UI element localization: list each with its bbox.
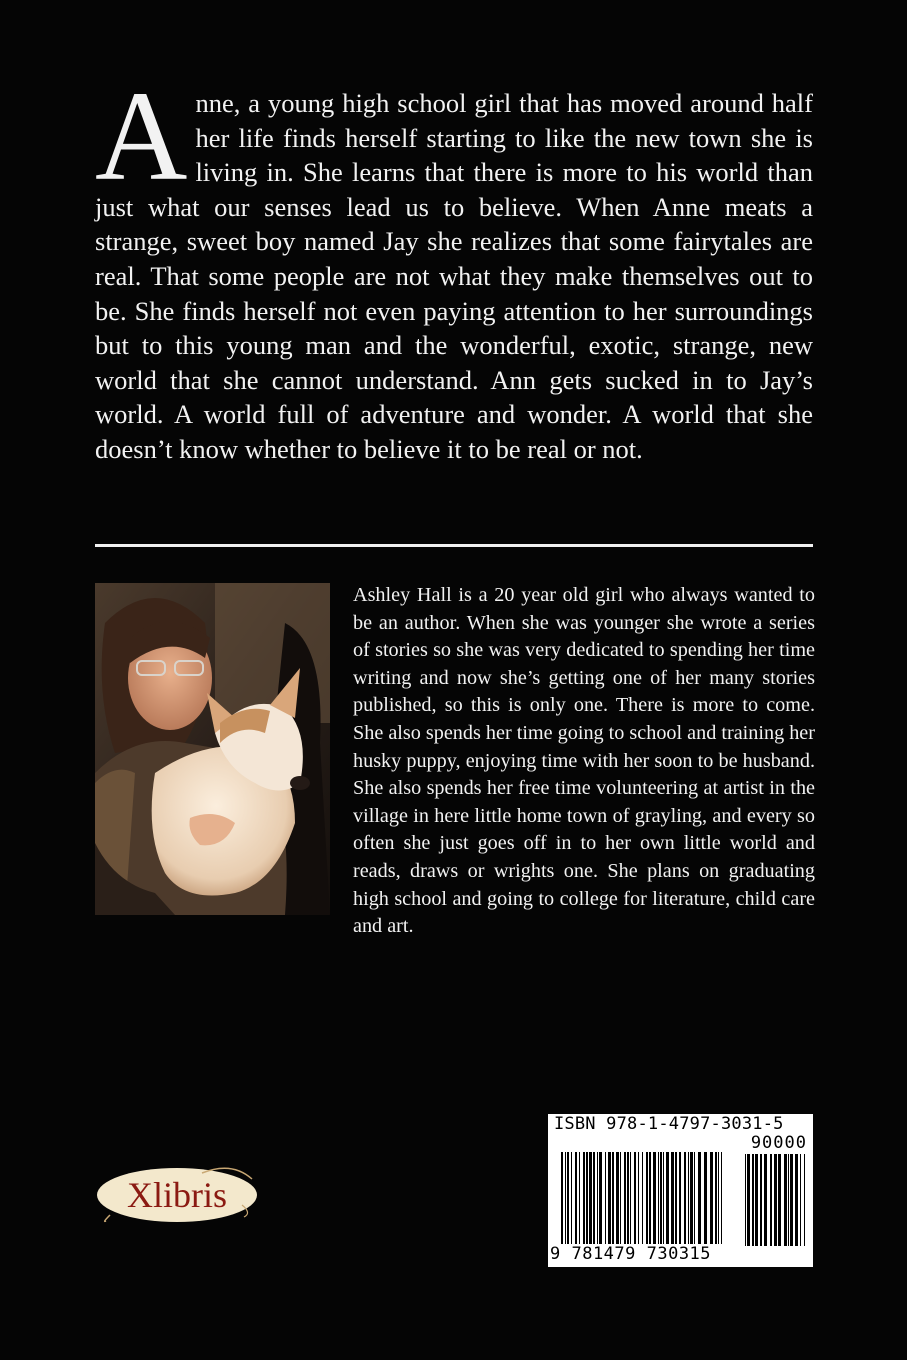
section-divider: [95, 544, 813, 547]
barcode-bar: [795, 1154, 798, 1246]
barcode-bar: [616, 1152, 619, 1244]
barcode-bar: [788, 1154, 789, 1246]
author-bio: Ashley Hall is a 20 year old girl who always wanted to be an author. When she was younger she wrote a series of stories so she was very dedicated to spending her time writing and now she’s getting one of her many stories published, so this is only one. There is more to come. She also spends her time going to school and training her husky puppy, enjoying time with her soon to be husband. She also spends her free time volunteering at artist in the village in here little home town of grayling, and every so often she just goes off in to her own little world and reads, draws or wrights one. She plans on graduating high school and going to college for literature, child care and art.: [353, 584, 815, 938]
barcode-bar: [666, 1152, 669, 1244]
barcode-bar: [784, 1154, 787, 1246]
barcode-bar: [698, 1152, 701, 1244]
barcode-bar: [597, 1152, 598, 1244]
barcode-bar: [649, 1152, 651, 1244]
barcode-bar: [634, 1152, 636, 1244]
barcode-bar: [790, 1154, 793, 1246]
barcode-bar: [721, 1152, 722, 1244]
barcode-bar: [630, 1152, 631, 1244]
barcode-bar: [663, 1152, 664, 1244]
ean-barcode-bars: [561, 1152, 726, 1246]
barcode-bar: [583, 1152, 585, 1244]
barcode-bar: [804, 1154, 805, 1246]
barcode-bar: [589, 1152, 592, 1244]
barcode-bar: [571, 1152, 572, 1244]
barcode-bar: [718, 1152, 719, 1244]
barcode-bar: [586, 1152, 588, 1244]
barcode-bar: [688, 1152, 689, 1244]
blurb-text: nne, a young high school girl that has moved around half her life finds herself starting to like the new town she is living in. She learns that there is more to his world than just what our senses lead us to believe. When Anne meats a strange, sweet boy named Jay she realizes that some fairytales are real. That some people are not what they make themselves out to be. She finds herself not even paying attention to her surroundings but to this young man and the wonderful, exotic, strange, new world that she cannot understand. Ann gets sucked in to Jay’s world. A world full of adventure and wonder. A world that she doesn’t know whether to believe it to be real or not.: [95, 88, 813, 464]
barcode-bar: [575, 1152, 577, 1244]
book-blurb: [95, 65, 813, 467]
barcode-bar: [627, 1152, 629, 1244]
barcode-bar: [671, 1152, 674, 1244]
barcode-bar: [755, 1154, 758, 1246]
barcode-bar: [561, 1152, 563, 1244]
barcode-bar: [646, 1152, 648, 1244]
barcode-bar: [579, 1152, 580, 1244]
barcode-bar: [624, 1152, 626, 1244]
barcode-bar: [675, 1152, 677, 1244]
xlibris-logo: [92, 1165, 260, 1225]
barcode-bar: [679, 1152, 681, 1244]
barcode-bar: [605, 1152, 606, 1244]
drop-cap: A: [95, 65, 188, 207]
barcode-bar: [684, 1152, 686, 1244]
author-photo: [95, 583, 330, 915]
barcode-bar: [642, 1152, 643, 1244]
barcode-bar: [715, 1152, 717, 1244]
logo-text: Xlibris: [126, 1175, 228, 1215]
ean-digits: 9 781479 730315: [550, 1244, 712, 1264]
barcode-bar: [660, 1152, 662, 1244]
price-code: 90000: [750, 1133, 807, 1153]
barcode-bar: [620, 1152, 621, 1244]
barcode-bar: [747, 1154, 750, 1246]
barcode-bar: [608, 1152, 611, 1244]
barcode-bar: [800, 1154, 801, 1246]
barcode-bar: [658, 1152, 659, 1244]
barcode-bar: [770, 1154, 772, 1246]
barcode-bar: [710, 1152, 713, 1244]
barcode-bar: [612, 1152, 614, 1244]
isbn-number: ISBN 978-1-4797-3031-5: [554, 1114, 784, 1134]
barcode-bar: [764, 1154, 767, 1246]
barcode-bar: [653, 1152, 656, 1244]
barcode-bar: [704, 1152, 707, 1244]
barcode-bar: [760, 1154, 762, 1246]
isbn-barcode: [548, 1114, 813, 1267]
price-barcode-bars: [745, 1154, 807, 1248]
barcode-bar: [778, 1154, 781, 1246]
barcode-bar: [593, 1152, 595, 1244]
barcode-bar: [599, 1152, 602, 1244]
barcode-bar: [774, 1154, 777, 1246]
barcode-bar: [690, 1152, 693, 1244]
barcode-bar: [745, 1154, 746, 1246]
barcode-bar: [638, 1152, 639, 1244]
barcode-bar: [694, 1152, 695, 1244]
barcode-bar: [565, 1152, 566, 1244]
barcode-bar: [752, 1154, 754, 1246]
barcode-bar: [567, 1152, 569, 1244]
